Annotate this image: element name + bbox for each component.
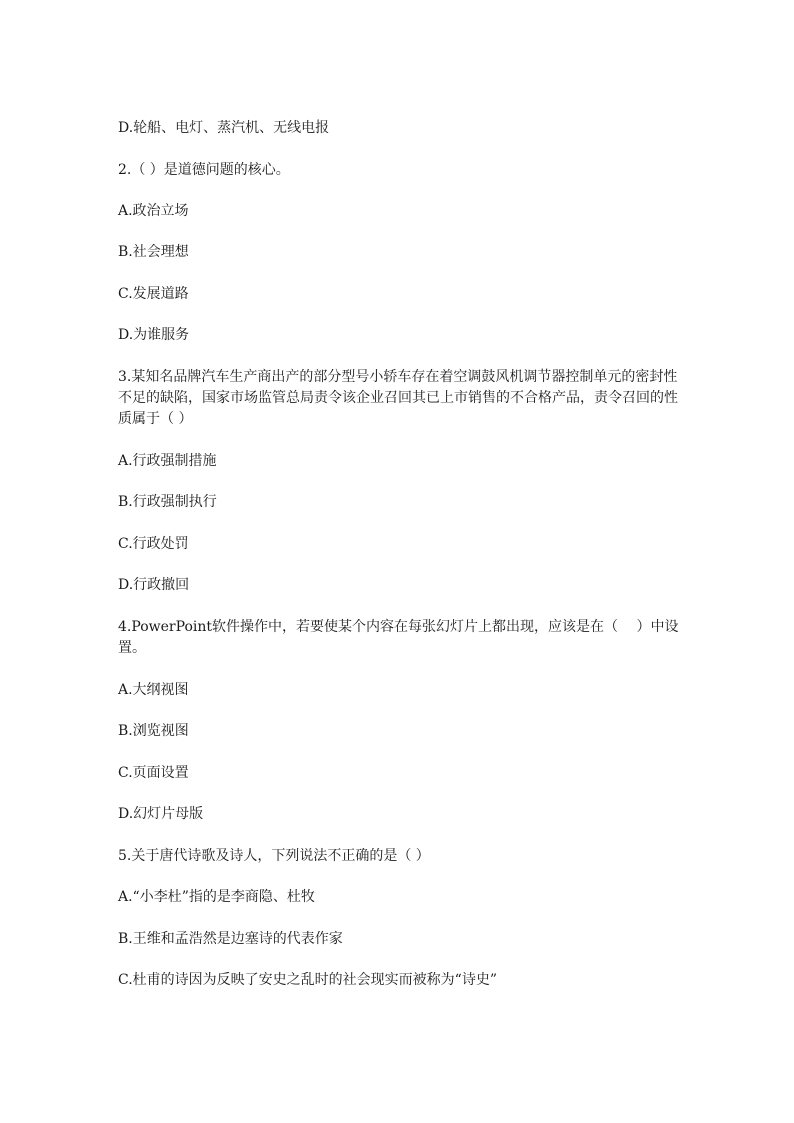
q3-option-b: B.行政强制执行 xyxy=(118,494,217,510)
q4-option-a: A.大纲视图 xyxy=(118,682,189,698)
q3-stem: 3.某知名品牌汽车生产商出产的部分型号小轿车存在着空调鼓风机调节器控制单元的密封性不足的缺陷，国家市场监管总局责令该企业召回其已上市销售的不合格产品，责令召回的性质属于（ ） xyxy=(118,369,678,427)
q5-option-c: C.杜甫的诗因为反映了安史之乱时的社会现实而被称为“诗史” xyxy=(118,972,497,988)
q2-option-d: D.为谁服务 xyxy=(118,327,190,343)
q2-option-b: B.社会理想 xyxy=(118,244,189,260)
q5-stem: 5.关于唐代诗歌及诗人，下列说法不正确的是（ ） xyxy=(118,848,430,864)
q2-option-a: A.政治立场 xyxy=(118,203,189,219)
q2-option-c: C.发展道路 xyxy=(118,286,189,302)
q5-option-b: B.王维和孟浩然是边塞诗的代表作家 xyxy=(118,931,343,947)
q3-option-c: C.行政处罚 xyxy=(118,536,189,552)
q4-option-c: C.页面设置 xyxy=(118,765,189,781)
q2-stem: 2.（ ）是道德问题的核心。 xyxy=(118,162,290,178)
q3-option-a: A.行政强制措施 xyxy=(118,453,217,469)
q3-option-d: D.行政撤回 xyxy=(118,577,190,593)
q5-option-a: A.“小李杜”指的是李商隐、杜牧 xyxy=(118,889,315,905)
q4-stem: 4.PowerPoint软件操作中，若要使某个内容在每张幻灯片上都出现，应该是在（ ）中设置。 xyxy=(118,619,679,656)
q1-option-d: D.轮船、电灯、蒸汽机、无线电报 xyxy=(118,120,330,136)
q4-option-b: B.浏览视图 xyxy=(118,723,189,739)
q4-option-d: D.幻灯片母版 xyxy=(118,806,204,822)
